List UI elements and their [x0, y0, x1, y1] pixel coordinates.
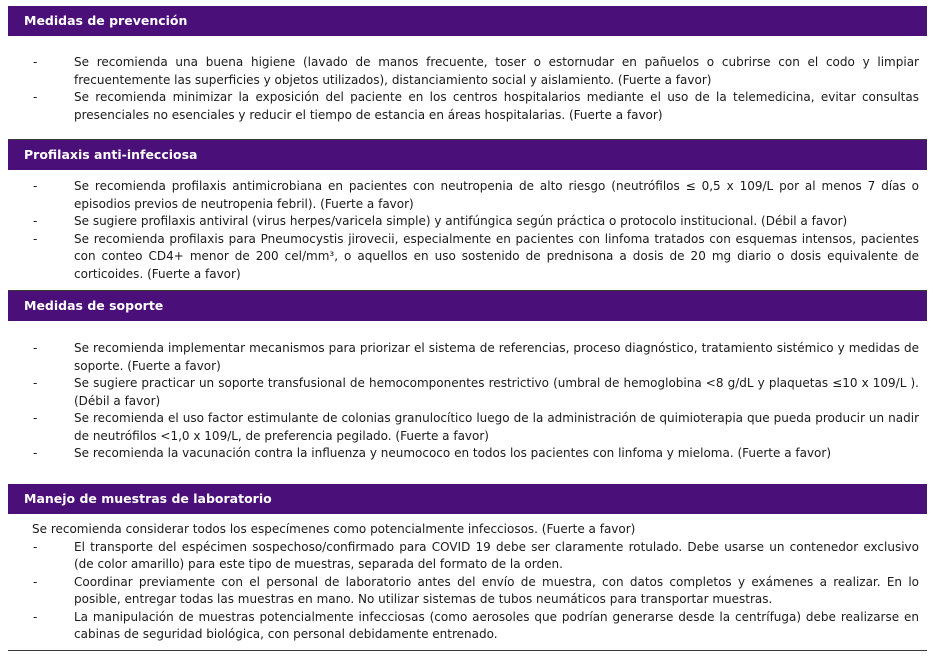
item-text: Coordinar previamente con el personal de laboratorio antes del envío de muestra, con datos completos y exámenes a realizar. En lo posible, entregar todas las muestras en mano. No utilizar sistemas de tubos neumáticos para transportar muestras.: [74, 574, 919, 606]
section-intro: Se recomienda considerar todos los especímenes como potencialmente infecciosos. (Fuerte a favor): [32, 522, 636, 536]
bullet-dash: -: [33, 574, 38, 589]
bullet-dash: -: [33, 55, 38, 69]
list-item: [8, 410, 927, 445]
list-item: [8, 89, 927, 124]
bullet-dash: -: [33, 90, 38, 104]
bullet-dash: -: [33, 231, 38, 246]
section-body: [8, 36, 927, 140]
section-lab-samples: [8, 484, 927, 651]
list-item: [8, 340, 927, 375]
list-item: [8, 539, 927, 574]
section-header: Profilaxis anti-infecciosa: [8, 140, 927, 170]
section-header: Manejo de muestras de laboratorio: [8, 484, 927, 514]
item-text: Se recomienda implementar mecanismos para priorizar el sistema de referencias, proceso diagnóstico, tratamiento sistémico y medidas de soporte. (Fuerte a favor): [74, 341, 919, 373]
recommendation-list: [8, 340, 927, 463]
bullet-dash: -: [33, 341, 38, 355]
list-item: [8, 231, 927, 284]
recommendation-list: [8, 178, 927, 283]
list-item: [8, 54, 927, 89]
list-item: [8, 178, 927, 213]
item-text: Se recomienda la vacunación contra la influenza y neumococo en todos los pacientes con linfoma y mieloma. (Fuerte a favor): [74, 446, 832, 460]
item-text: El transporte del espécimen sospechoso/confirmado para COVID 19 debe ser claramente rotulado. Debe usarse un contenedor exclusivo (de color amarillo) para este tipo de muestras, separada del formato de la orden.: [74, 539, 919, 571]
section-body: [8, 321, 927, 485]
item-text: Se recomienda una buena higiene (lavado de manos frecuente, toser o estornudar en pañuelos o cubrirse con el codo y limpiar frecuentemente las superficies y objetos utilizados), distanciamiento social y aislamiento. (Fuerte a favor): [74, 55, 919, 87]
item-text: Se recomienda minimizar la exposición del paciente en los centros hospitalarios mediante el uso de la telemedicina, evitar consultas presenciales no esenciales y reducir el tiempo de estancia en áreas hospitalarias. (Fuerte a favor): [74, 90, 919, 122]
bullet-dash: -: [33, 411, 38, 425]
list-item: [8, 375, 927, 410]
section-body: [8, 514, 927, 651]
item-text: Se sugiere practicar un soporte transfusional de hemocomponentes restrictivo (umbral de hemoglobina <8 g/dL y plaquetas ≤10 x 109/L ). (Débil a favor): [74, 376, 919, 408]
item-text: Se recomienda el uso factor estimulante de colonias granulocítico luego de la administración de quimioterapia que pueda producir un nadir de neutrófilos <1,0 x 109/L, de preferencia pegilado. (Fuerte a favor): [74, 411, 919, 443]
section-header: Medidas de prevención: [8, 6, 927, 36]
list-item: [8, 213, 927, 231]
recommendation-list: [8, 539, 927, 644]
bullet-dash: -: [33, 214, 38, 228]
bullet-dash: -: [33, 539, 38, 554]
section-support: [8, 291, 927, 485]
section-header: Medidas de soporte: [8, 291, 927, 321]
item-text: Se sugiere profilaxis antiviral (virus herpes/varicela simple) y antifúngica según práctica o protocolo institucional. (Débil a favor): [74, 214, 848, 228]
list-item: [8, 609, 927, 644]
item-text: La manipulación de muestras potencialmente infecciosas (como aerosoles que podrían generarse desde la centrífuga) debe realizarse en cabinas de seguridad biológica, con personal debidamente entrenado.: [74, 609, 919, 641]
section-prevention: [8, 6, 927, 140]
bullet-dash: -: [33, 446, 38, 460]
bullet-dash: -: [33, 179, 38, 193]
bullet-dash: -: [33, 376, 38, 390]
item-text: Se recomienda profilaxis para Pneumocystis jirovecii, especialmente en pacientes con linfoma tratados con esquemas intensos, pacientes con conteo CD4+ menor de 200 cel/mm³, o aquellos en uso sostenido de prednisona a dosis de 20 mg diario o dosis equivalente de corticoides. (Fuerte a favor): [74, 231, 919, 281]
bullet-dash: -: [33, 609, 38, 624]
item-text: Se recomienda profilaxis antimicrobiana en pacientes con neutropenia de alto riesgo (neutrófilos ≤ 0,5 x 109/L por al menos 7 días o episodios previos de neutropenia febril). (Fuerte a favor): [74, 179, 919, 211]
list-item: [8, 445, 927, 463]
recommendation-list: [8, 54, 927, 124]
list-item: [8, 574, 927, 609]
section-prophylaxis: [8, 140, 927, 291]
section-body: [8, 170, 927, 291]
